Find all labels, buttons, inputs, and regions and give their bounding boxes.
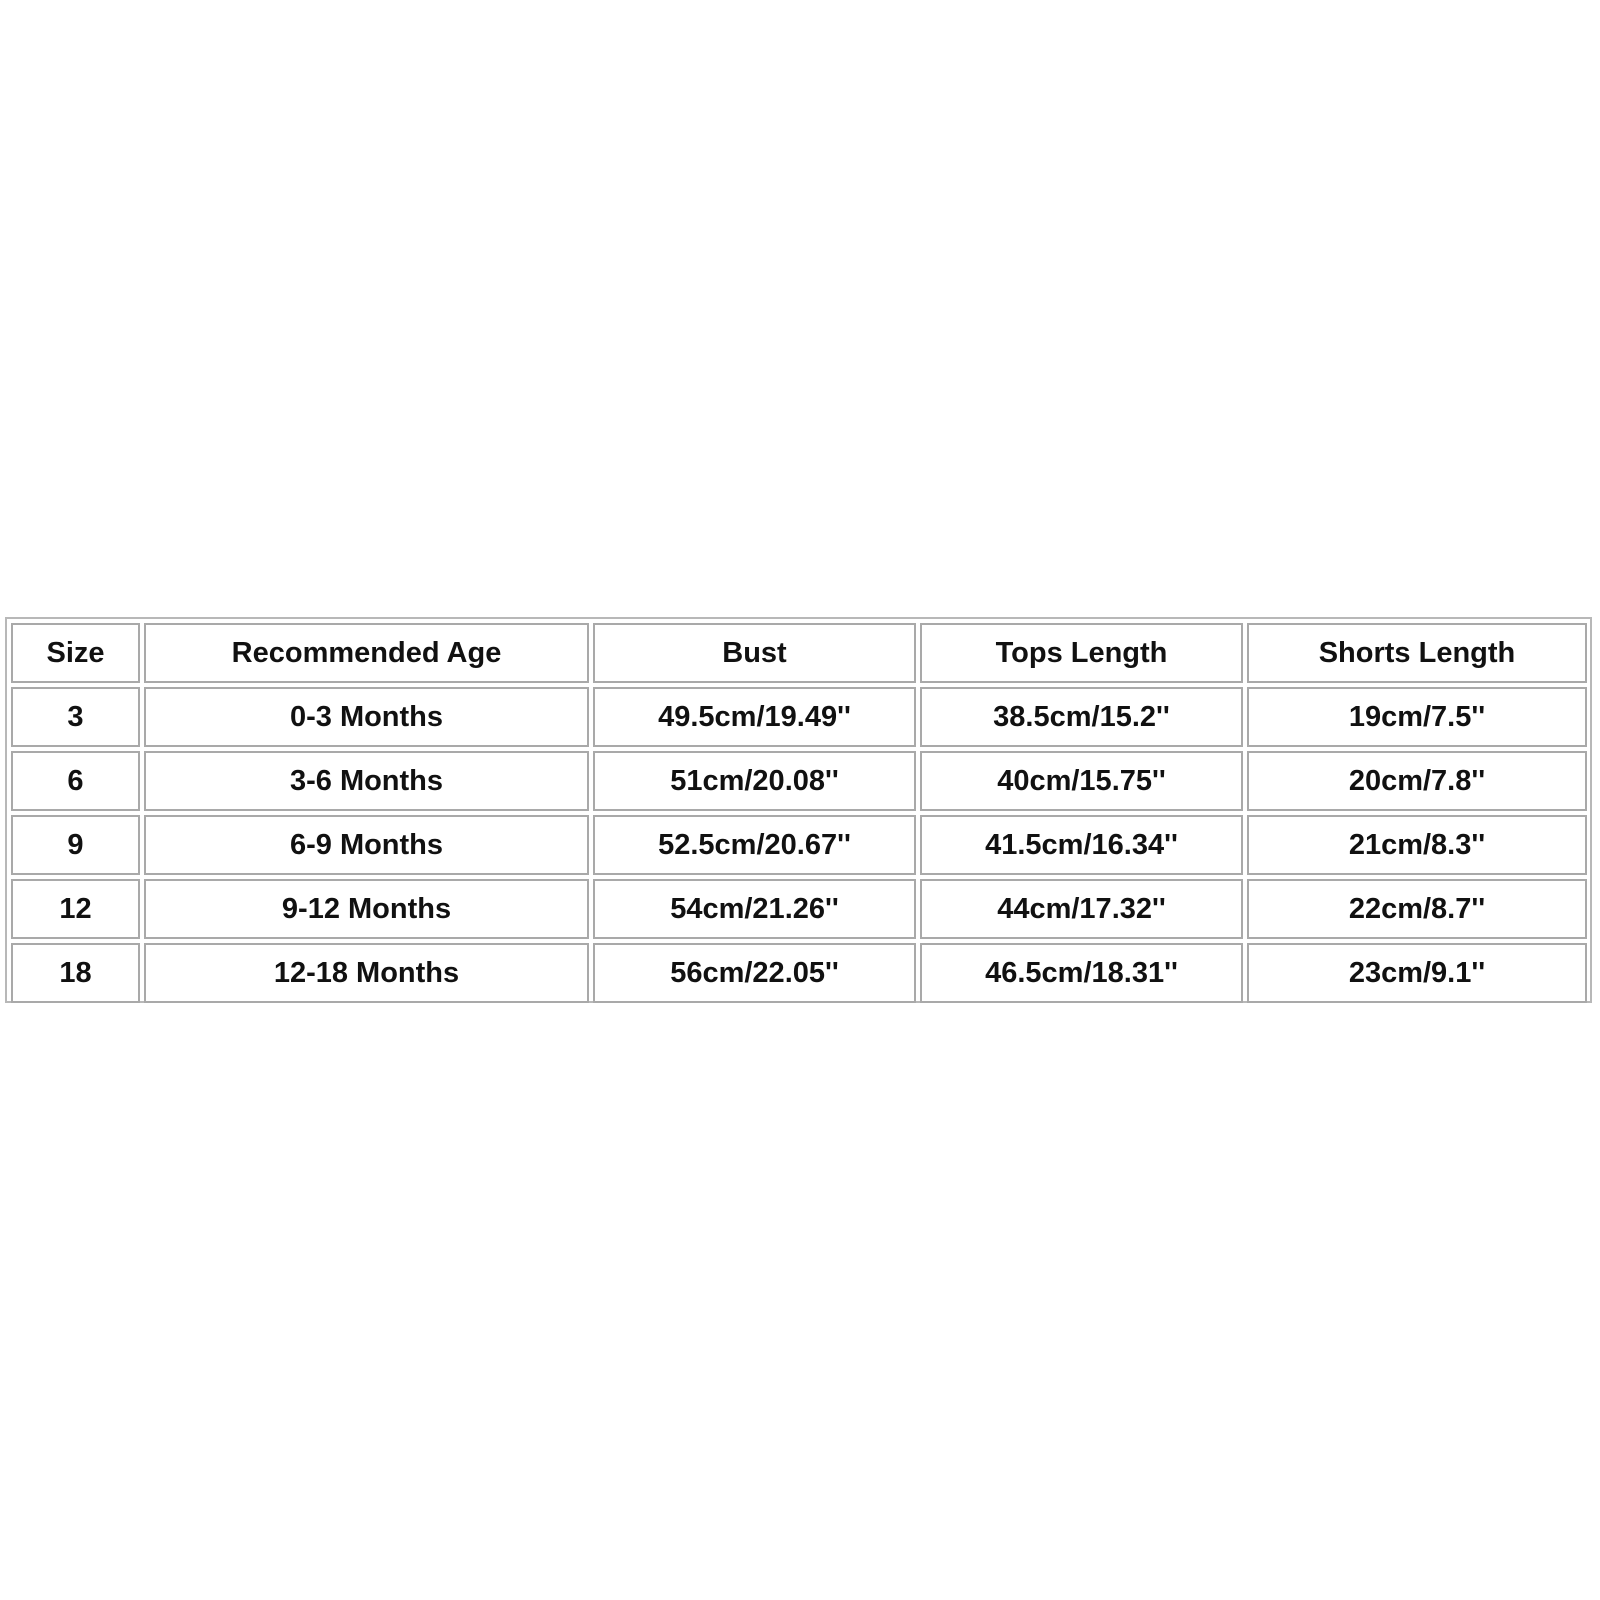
cell-shorts-length: 20cm/7.8'' <box>1247 751 1587 811</box>
header-size: Size <box>11 623 140 683</box>
table-row <box>11 943 1587 1003</box>
cell-tops-length: 46.5cm/18.31'' <box>920 943 1243 1003</box>
table-row <box>11 687 1587 747</box>
cell-bust: 49.5cm/19.49'' <box>593 687 916 747</box>
cell-recommended-age: 9-12 Months <box>144 879 589 939</box>
cell-size: 6 <box>11 751 140 811</box>
header-recommended-age: Recommended Age <box>144 623 589 683</box>
cell-shorts-length: 21cm/8.3'' <box>1247 815 1587 875</box>
table-row <box>11 879 1587 939</box>
header-shorts-length: Shorts Length <box>1247 623 1587 683</box>
cell-shorts-length: 19cm/7.5'' <box>1247 687 1587 747</box>
cell-bust: 52.5cm/20.67'' <box>593 815 916 875</box>
cell-recommended-age: 3-6 Months <box>144 751 589 811</box>
size-chart-frame <box>5 617 1592 1003</box>
cell-tops-length: 40cm/15.75'' <box>920 751 1243 811</box>
header-tops-length: Tops Length <box>920 623 1243 683</box>
cell-bust: 51cm/20.08'' <box>593 751 916 811</box>
table-row <box>11 751 1587 811</box>
cell-size: 9 <box>11 815 140 875</box>
table-row <box>11 815 1587 875</box>
cell-size: 18 <box>11 943 140 1003</box>
cell-recommended-age: 6-9 Months <box>144 815 589 875</box>
header-row <box>11 623 1587 683</box>
cell-tops-length: 44cm/17.32'' <box>920 879 1243 939</box>
cell-bust: 56cm/22.05'' <box>593 943 916 1003</box>
size-chart-table <box>7 619 1591 1007</box>
cell-tops-length: 38.5cm/15.2'' <box>920 687 1243 747</box>
cell-tops-length: 41.5cm/16.34'' <box>920 815 1243 875</box>
cell-recommended-age: 12-18 Months <box>144 943 589 1003</box>
cell-size: 12 <box>11 879 140 939</box>
header-bust: Bust <box>593 623 916 683</box>
cell-shorts-length: 22cm/8.7'' <box>1247 879 1587 939</box>
cell-size: 3 <box>11 687 140 747</box>
cell-shorts-length: 23cm/9.1'' <box>1247 943 1587 1003</box>
cell-bust: 54cm/21.26'' <box>593 879 916 939</box>
cell-recommended-age: 0-3 Months <box>144 687 589 747</box>
